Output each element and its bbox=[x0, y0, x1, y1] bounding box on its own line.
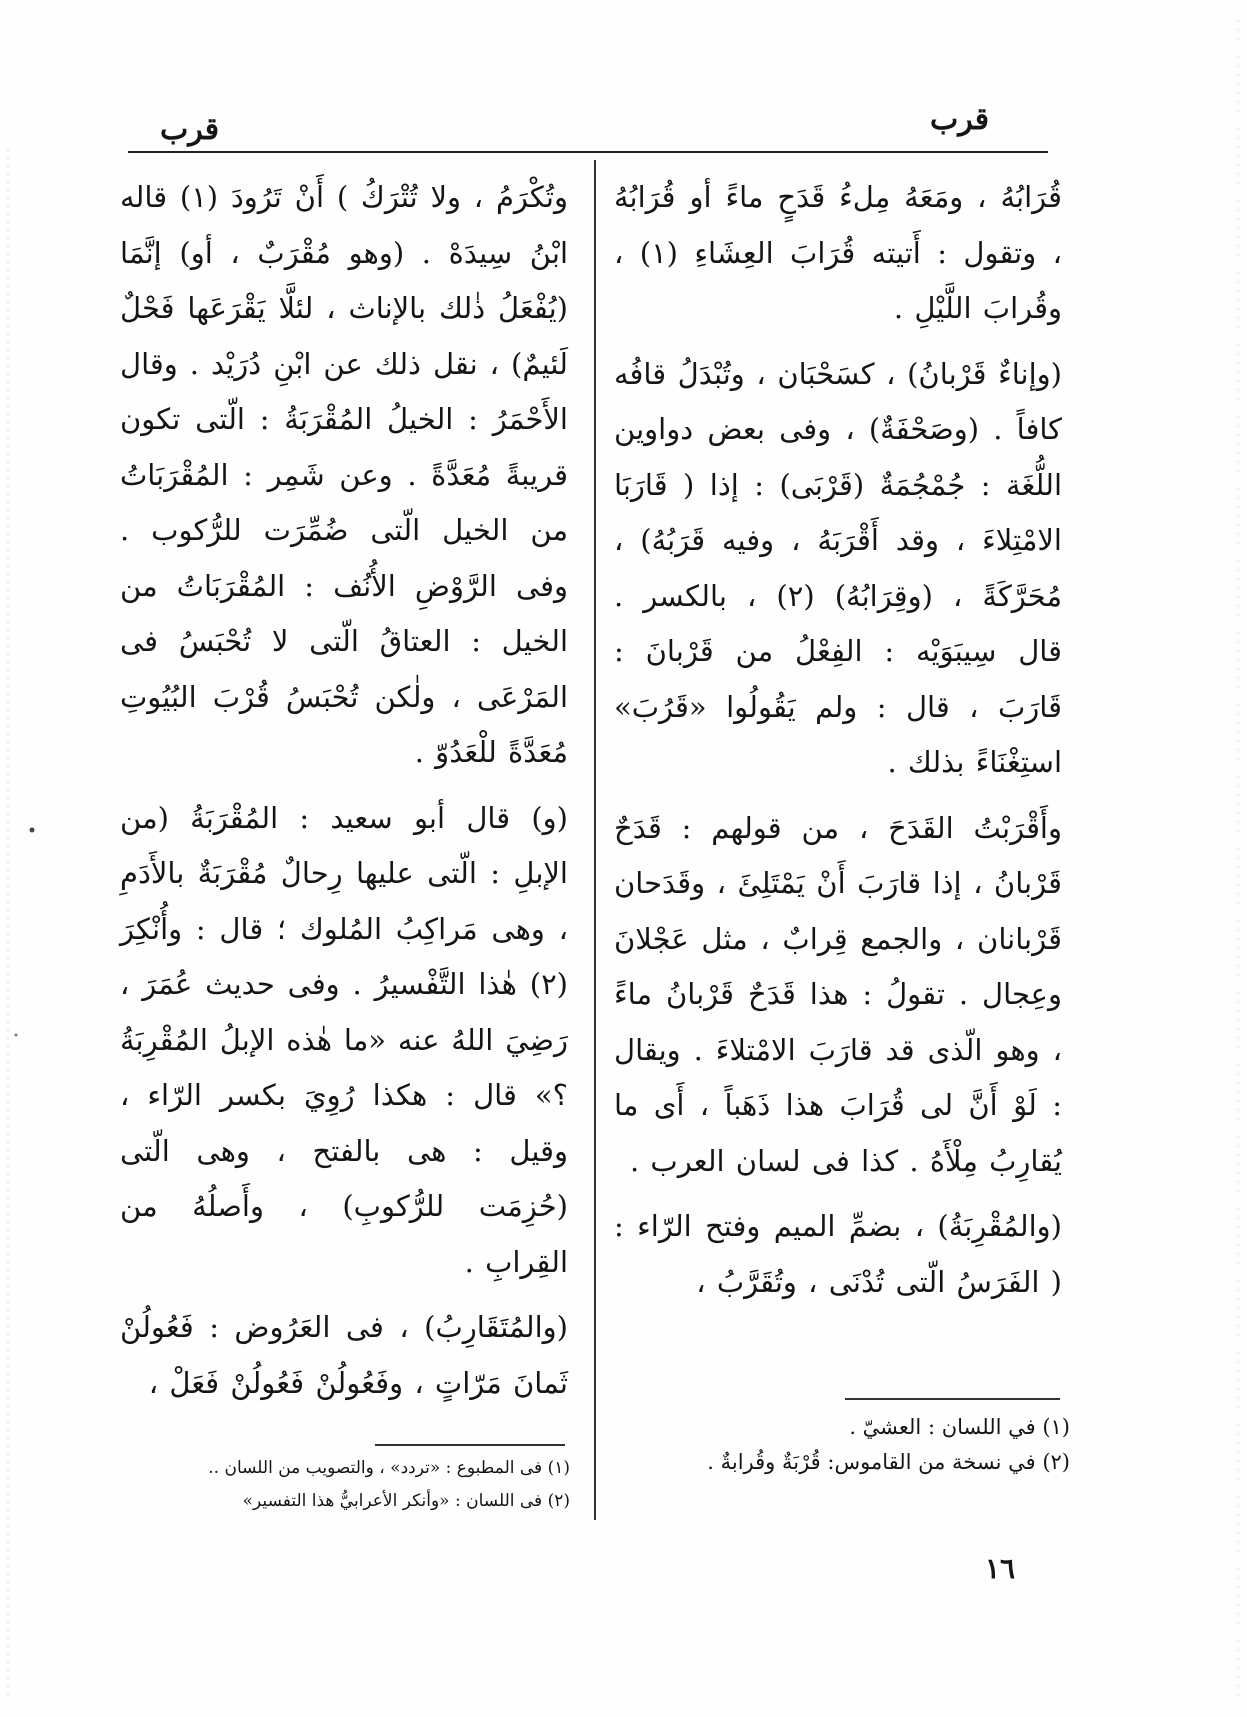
paragraph: قُرَابُهُ ، ومَعَهُ مِلءُ قَدَحٍ ماءً أو قُرَابُهُ ، وتقول : أَتيته قُرَابَ العِشَاءِ (١) ، وقُرابَ اللَّيْلِ . bbox=[614, 180, 1062, 325]
paragraph: (والمُتَقَارِبُ) ، فى العَرُوض : فَعُولُنْ ثَمانَ مَرّاتٍ ، وفَعُولُنْ فَعُولُنْ فَعَلْ ، bbox=[120, 1310, 568, 1400]
header-rule bbox=[128, 151, 1048, 153]
paragraph: وأَقْرَبْتُ القَدَحَ ، من قولهم : قَدَحٌ قَرْبانُ ، إذا قارَبَ أَنْ يَمْتَلِئَ ، وقَدَحان قَرْبانان ، والجمع قِرابٌ ، مثل عَجْلانَ وعِجال . تقولُ : هذا قَدَحٌ قَرْبانُ ماءً ، وهو الّذى قد قارَبَ الامْتلاءَ . ويقال : لَوْ أَنَّ لى قُرَابَ هذا ذَهَباً ، أَى ما يُقارِبُ مِلْأَهُ . كذا فى لسان العرب . bbox=[614, 810, 1062, 1178]
footnote: (٢) في نسخة من القاموس: قُرْبَةٌ وقُرابةٌ . bbox=[707, 1450, 1070, 1474]
right-column bbox=[614, 170, 1062, 1320]
footnotes-left bbox=[120, 1452, 570, 1518]
footnotes-right bbox=[640, 1410, 1070, 1480]
paragraph: (و) قال أبو سعيد : المُقْرَبَةُ (من الإبلِ : الّتى عليها رِحالٌ مُقْرَبَةٌ بالأَدَمِ ، وهى مَراكِبُ المُلوك ؛ قال : وأُنْكِرَ (٢) هٰذا التَّفْسيرُ . وفى حديث عُمَرَ ، رَضِيَ اللهُ عنه «ما هٰذه الإبلُ المُقْرِبَةُ ؟» قال : هكذا رُوِيَ بكسر الرّاء ، وقيل : هى بالفتح ، وهى الّتى (حُزِمَت للرُّكوبِ) ، وأَصلُهُ من القِرابِ . bbox=[120, 800, 568, 1279]
header-root-word-left: قرب bbox=[160, 112, 220, 147]
paragraph: (وإناءٌ قَرْبانُ) ، كسَحْبَان ، وتُبْدَلُ قافُه كافاً . (وصَحْفَةٌ) ، وفى بعض دواوين اللُّغَة : جُمْجُمَةٌ (قَرْبَى) : إذا ( قَارَبَا الامْتِلاءَ ، وقد أَقْرَبَهُ ، وفيه قَرَبُهُ) ، مُحَرَّكَةً ، (وقِرَابُهُ) (٢) ، بالكسر . قال سِيبَوَيْه : الفِعْلُ من قَرْبانَ : قَارَبَ ، قال : ولم يَقُولُوا «قَرُبَ» استِغْنَاءً بذلك . bbox=[614, 356, 1062, 779]
footnote-rule-left bbox=[375, 1444, 565, 1446]
column-divider bbox=[594, 160, 596, 1520]
header-root-word-right: قرب bbox=[930, 102, 990, 137]
footnote: (١) في اللسان : العشيّ . bbox=[849, 1415, 1070, 1439]
footnote-rule-right bbox=[845, 1398, 1060, 1400]
footnote: (١) فى المطبوع : «تردد» ، والتصويب من اللسان .. bbox=[208, 1458, 570, 1478]
paragraph: (والمُقْرِبَةُ) ، بضمِّ الميم وفتح الرّاء : ( الفَرَسُ الّتى تُدْنَى ، وتُقَرَّبُ ، bbox=[614, 1209, 1062, 1299]
left-column bbox=[120, 170, 568, 1421]
footnote: (٢) فى اللسان : «وأنكر الأعرابيُّ هذا التفسير» bbox=[242, 1491, 570, 1511]
paragraph: وتُكْرَمُ ، ولا تُتْرَكُ ) أَنْ تَرُودَ (١) قاله ابْنُ سِيدَهْ . (وهو مُقْرَبٌ ، أو) إنَّمَا (يُفْعَلُ ذٰلك بالإناث ، لئلَّا يَقْرَعَها فَحْلٌ لَئيمٌ) ، نقل ذلك عن ابْنِ دُرَيْد . وقال الأَحْمَرُ : الخيلُ المُقْرَبَةُ : الّتى تكون قريبةً مُعَدَّةً . وعن شَمِر : المُقْرَبَاتُ من الخيل الّتى ضُمِّرَت للرُّكوب . وفى الرَّوْضِ الأُنُف : المُقْرَبَاتُ من الخيل : العتاقُ الّتى لا تُحْبَسُ فى المَرْعَى ، ولٰكن تُحْبَسُ قُرْبَ البُيُوتِ مُعَدَّةً للْعَدُوّ . bbox=[120, 180, 568, 769]
page-number: ١٦ bbox=[985, 1552, 1016, 1585]
